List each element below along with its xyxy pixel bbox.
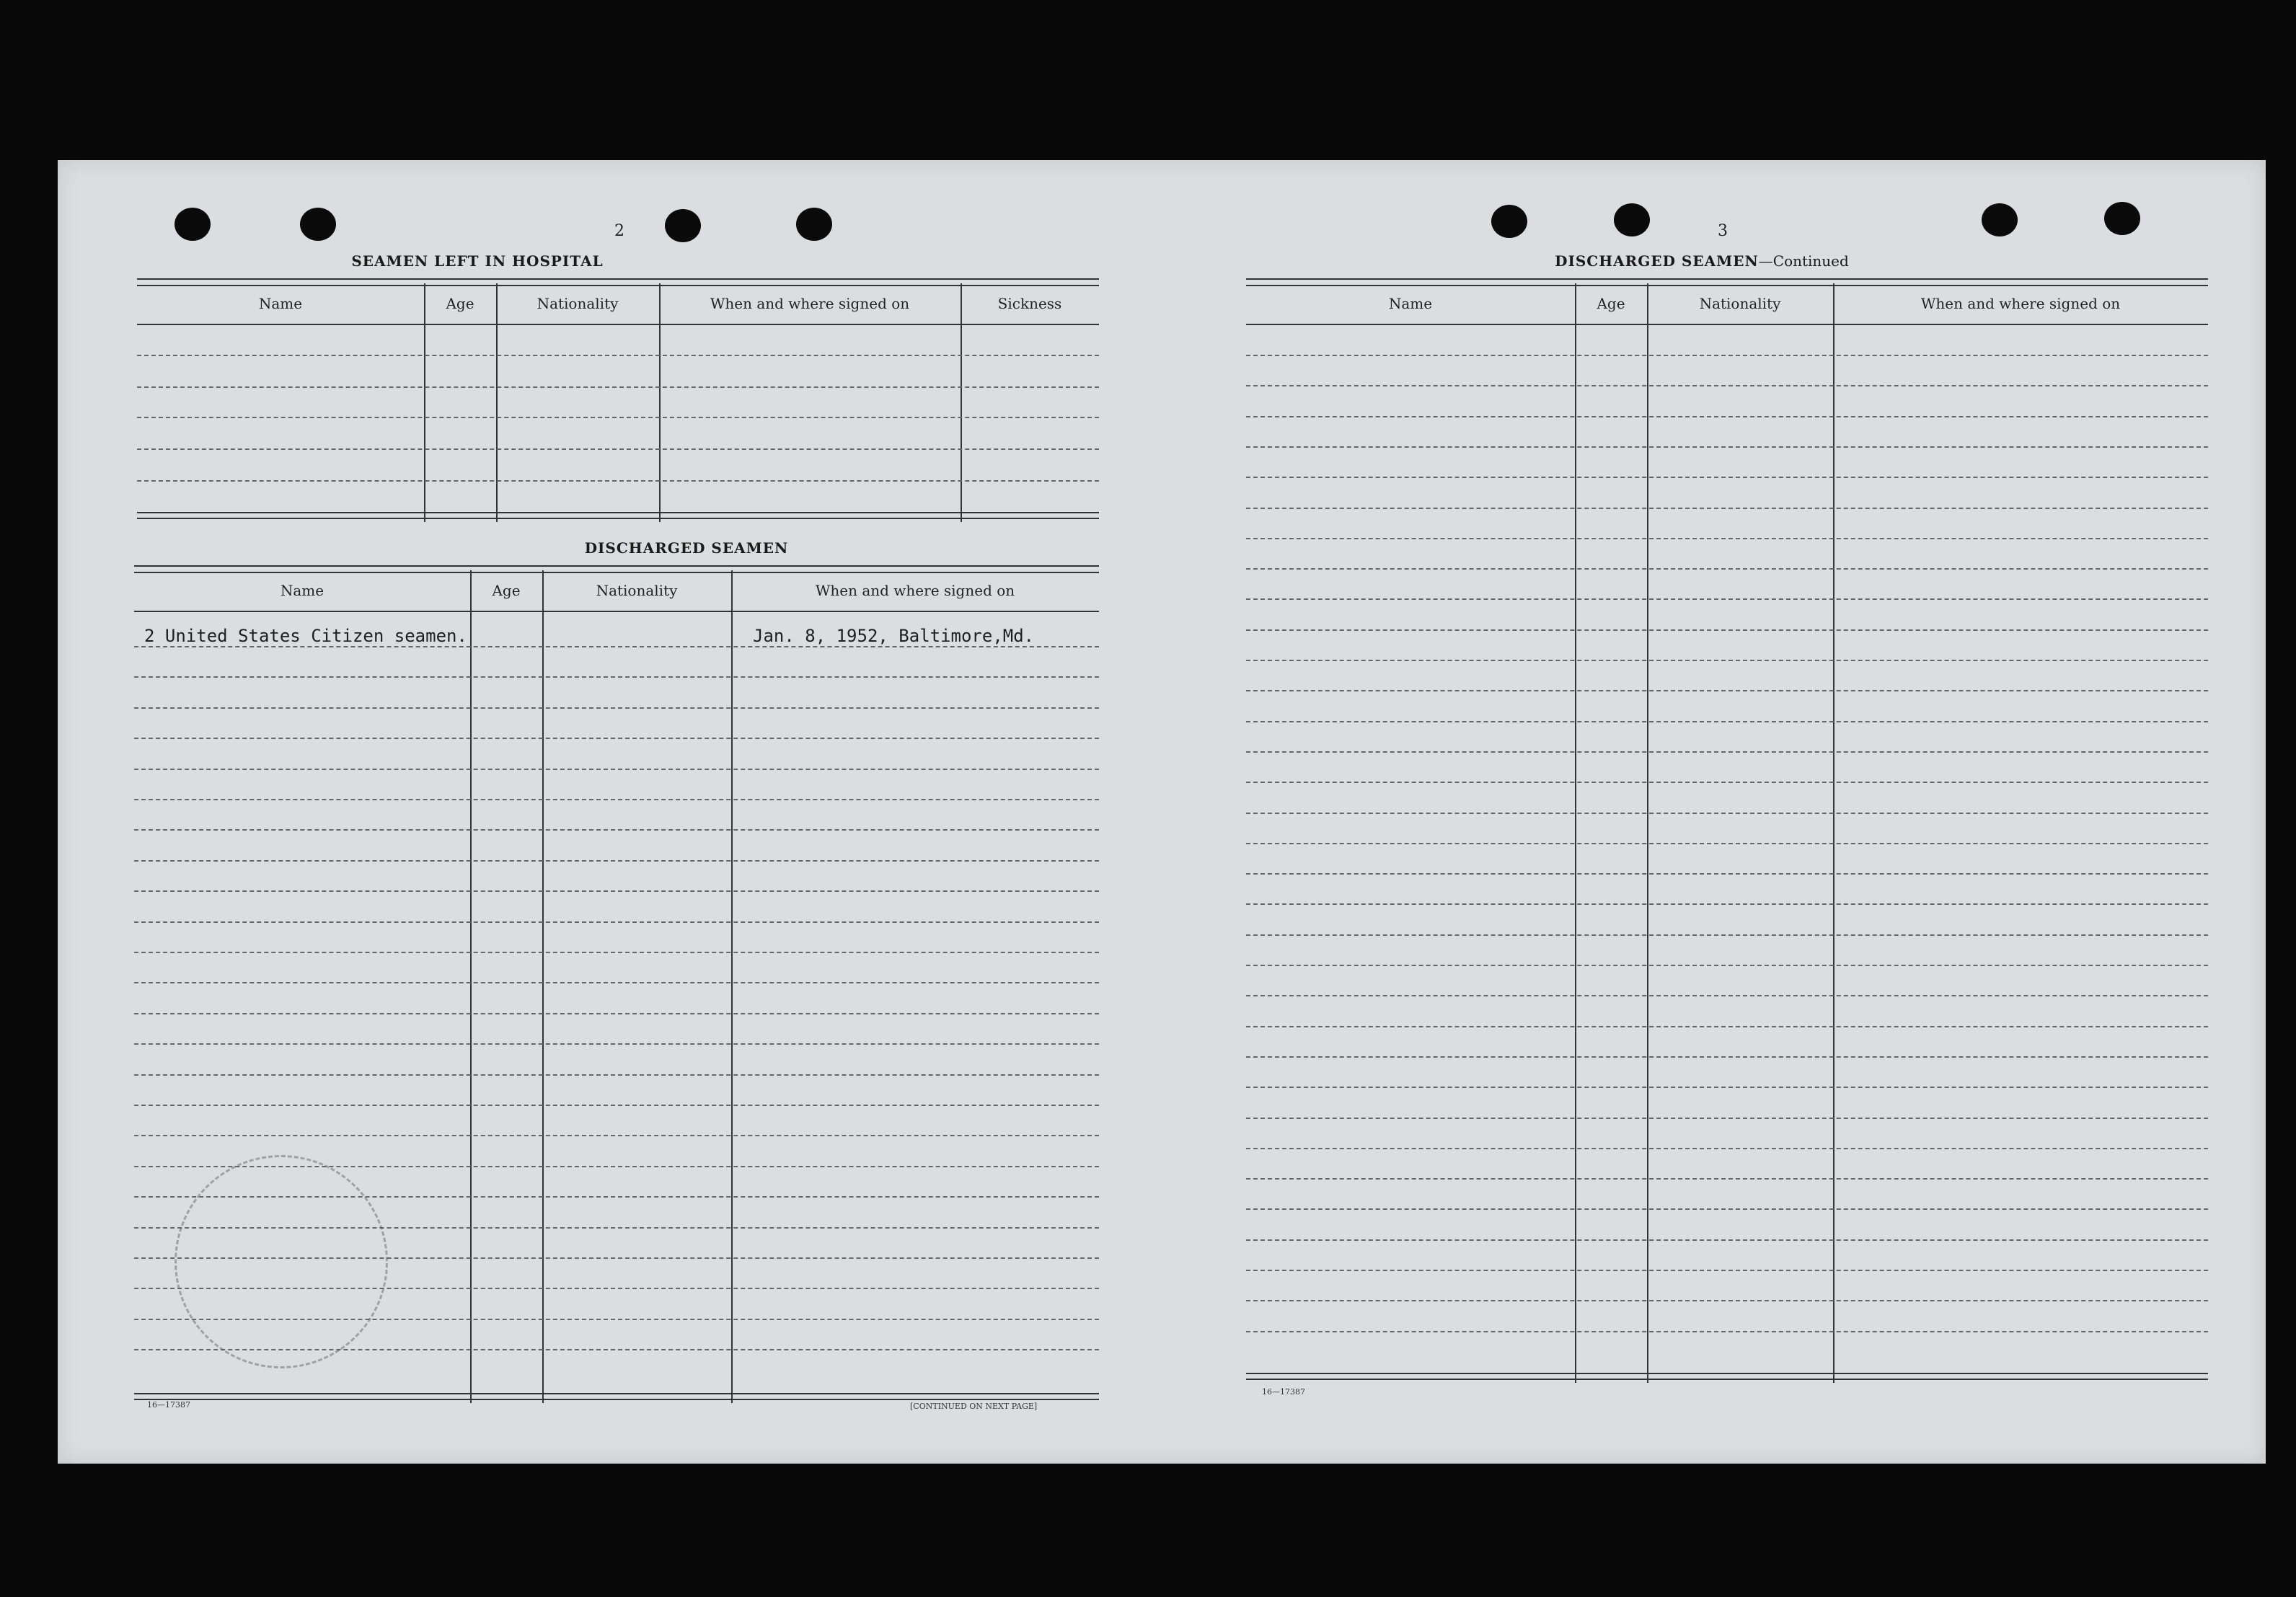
ruled-line: [134, 1043, 1099, 1045]
hospital-section-title: SEAMEN LEFT IN HOSPITAL: [351, 252, 604, 270]
ruled-line: [1246, 934, 2208, 936]
ruled-line: [1246, 843, 2208, 844]
discharged-col-name: Name: [280, 582, 324, 599]
ruled-line: [1246, 538, 2208, 539]
ruled-line: [1246, 385, 2208, 386]
ruled-line: [134, 1074, 1099, 1076]
ruled-line: [1246, 1300, 2208, 1301]
ruled-line: [1246, 751, 2208, 753]
discharged-col-nationality: Nationality: [596, 582, 678, 599]
official-stamp: [175, 1155, 388, 1368]
continued-title-suffix: —Continued: [1758, 252, 1849, 270]
continued-note: [CONTINUED ON NEXT PAGE]: [910, 1402, 1038, 1411]
continued-col-name: Name: [1388, 295, 1433, 312]
ruled-line: [134, 890, 1099, 892]
ruled-line: [1246, 660, 2208, 661]
ruled-line: [1246, 1087, 2208, 1088]
discharged-col-age: Age: [492, 582, 521, 599]
ruled-line: [1246, 995, 2208, 996]
binder-hole: [300, 208, 336, 241]
binder-hole: [796, 208, 832, 241]
hospital-col-name: Name: [258, 295, 303, 312]
continued-section-title: [1449, 252, 1954, 270]
discharged-col-signed-on: When and where signed on: [815, 582, 1015, 599]
ruled-line: [134, 707, 1099, 709]
ruled-line: [134, 646, 1099, 647]
continued-title-main: DISCHARGED SEAMEN: [1555, 252, 1759, 270]
ruled-line: [1246, 690, 2208, 691]
ruled-line: [134, 738, 1099, 739]
continued-col-age: Age: [1597, 295, 1625, 312]
ruled-line: [1246, 1178, 2208, 1180]
ruled-line: [1246, 446, 2208, 448]
form-sheet: [58, 160, 2266, 1464]
ruled-line: [1246, 721, 2208, 722]
hospital-col-signed-on: When and where signed on: [710, 295, 910, 312]
binder-hole: [1614, 203, 1650, 236]
ruled-line: [1246, 965, 2208, 966]
page-number-left: 2: [614, 222, 624, 240]
ruled-line: [1246, 873, 2208, 875]
ruled-line: [1246, 568, 2208, 570]
form-number-left: 16—17387: [147, 1400, 190, 1410]
ruled-line: [1246, 1118, 2208, 1119]
ruled-line: [1246, 1148, 2208, 1149]
discharged-continued-table: [1246, 278, 2208, 1383]
ruled-line: [1246, 813, 2208, 814]
ruled-line: [134, 676, 1099, 678]
hospital-col-nationality: Nationality: [537, 295, 619, 312]
ruled-line: [134, 799, 1099, 800]
ruled-line: [1246, 598, 2208, 600]
ruled-line: [1246, 1331, 2208, 1332]
ruled-line: [1246, 1239, 2208, 1241]
ruled-line: [1246, 477, 2208, 478]
ruled-line: [1246, 1026, 2208, 1027]
ruled-line: [134, 860, 1099, 862]
ruled-line: [1246, 1270, 2208, 1271]
ruled-line: [134, 769, 1099, 770]
entry-signed-on: Jan. 8, 1952, Baltimore,Md.: [753, 626, 1035, 646]
ruled-line: [1246, 1056, 2208, 1058]
binder-hole: [1982, 203, 2018, 236]
ruled-line: [134, 1105, 1099, 1106]
continued-col-nationality: Nationality: [1699, 295, 1781, 312]
ruled-line: [134, 1135, 1099, 1136]
ruled-line: [134, 982, 1099, 983]
hospital-col-sickness: Sickness: [997, 295, 1062, 312]
binder-hole: [1491, 205, 1527, 238]
ruled-line: [1246, 782, 2208, 783]
binder-hole: [665, 209, 701, 242]
continued-col-signed-on: When and where signed on: [1920, 295, 2121, 312]
binder-hole: [2104, 202, 2140, 235]
ruled-line: [1246, 355, 2208, 356]
ruled-line: [1246, 629, 2208, 631]
form-number-right: 16—17387: [1262, 1387, 1305, 1397]
binder-hole: [175, 208, 211, 241]
ruled-line: [134, 1013, 1099, 1014]
ruled-line: [134, 921, 1099, 923]
ruled-line: [134, 952, 1099, 953]
hospital-table: [137, 278, 1099, 522]
hospital-col-age: Age: [446, 295, 474, 312]
discharged-section-title: DISCHARGED SEAMEN: [584, 539, 789, 557]
ruled-line: [134, 829, 1099, 831]
entry-name: 2 United States Citizen seamen.: [144, 626, 467, 646]
page-number-right: 3: [1718, 222, 1728, 240]
ruled-line: [1246, 1208, 2208, 1210]
ruled-line: [1246, 903, 2208, 905]
ruled-line: [1246, 416, 2208, 417]
ruled-line: [1246, 508, 2208, 509]
